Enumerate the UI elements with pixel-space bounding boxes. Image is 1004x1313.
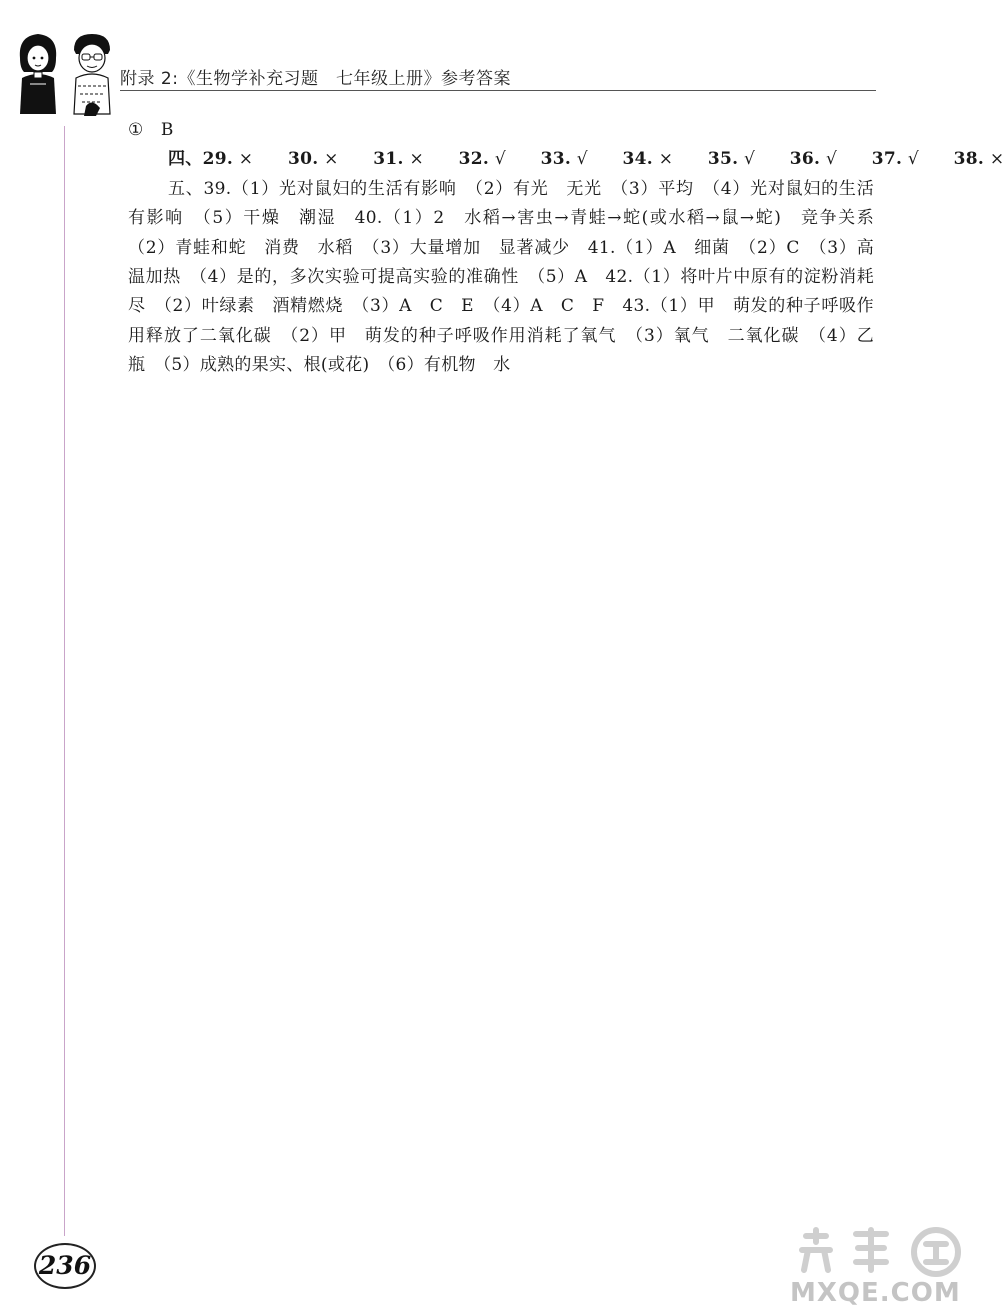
check-mark: √ — [571, 149, 588, 170]
question-number: 36. — [789, 149, 821, 170]
page-number: 236 — [34, 1243, 96, 1289]
check-mark: √ — [738, 149, 756, 170]
cross-mark: × — [233, 149, 254, 170]
answer-line: 温加热 （4）是的，多次实验可提高实验的准确性 （5）A 42.（1）将叶片中原有的淀粉消耗 — [128, 267, 874, 288]
question-number: 35. — [707, 149, 739, 170]
answer-line: 瓶 （5）成熟的果实、根(或花) （6）有机物 水 — [128, 355, 511, 376]
answer-line: 五、39.（1）光对鼠妇的生活有影响 （2）有光 无光 （3）平均 （4）光对鼠妇的生活 — [168, 178, 874, 199]
question-number: 29. — [202, 149, 234, 170]
answer-line: 尽 （2）叶绿素 酒精燃烧 （3）A C E （4）A C F 43.（1）甲 萌发的种子呼吸作 — [128, 296, 874, 317]
answer-text — [128, 116, 1004, 381]
cross-mark: × — [653, 149, 674, 170]
cartoon-characters-illustration — [12, 28, 122, 120]
section-label: 四、 — [168, 149, 203, 170]
section-four-answers — [128, 145, 1004, 174]
answer-line: 有影响 （5）干燥 潮湿 40.（1）2 水稻→害虫→青蛙→蛇(或水稻→鼠→蛇) 竞争关系 — [128, 208, 874, 229]
question-number: 30. — [287, 149, 319, 170]
question-number: 38. — [953, 149, 985, 170]
cartoon-girl-icon — [20, 34, 56, 114]
cross-mark: × — [403, 149, 425, 170]
check-mark: √ — [902, 149, 920, 170]
check-mark: √ — [489, 149, 506, 170]
answer-line-prev: ① B — [128, 120, 174, 140]
question-number: 32. — [458, 149, 490, 170]
question-number: 31. — [373, 149, 404, 170]
question-number: 34. — [622, 149, 653, 170]
margin-rule — [64, 126, 65, 1236]
question-number: 33. — [540, 149, 572, 170]
cross-mark: × — [318, 149, 339, 170]
answer-line: 用释放了二氧化碳 （2）甲 萌发的种子呼吸作用消耗了氧气 （3）氧气 二氧化碳 （4）乙 — [128, 325, 874, 346]
header-title: 附录 2:《生物学补充习题 七年级上册》参考答案 — [120, 69, 511, 89]
header-rule — [120, 90, 876, 91]
watermark-text: MXQE.COM — [790, 1278, 961, 1308]
check-mark: √ — [820, 149, 838, 170]
cartoon-boy-icon — [74, 34, 110, 116]
answer-line: （2）青蛙和蛇 消费 水稻 （3）大量增加 显著减少 41.（1）A 细菌 （2）C （3）高 — [128, 237, 874, 258]
section-four-items — [203, 149, 1004, 169]
cross-mark: × — [984, 149, 1004, 170]
question-number: 37. — [871, 149, 903, 170]
